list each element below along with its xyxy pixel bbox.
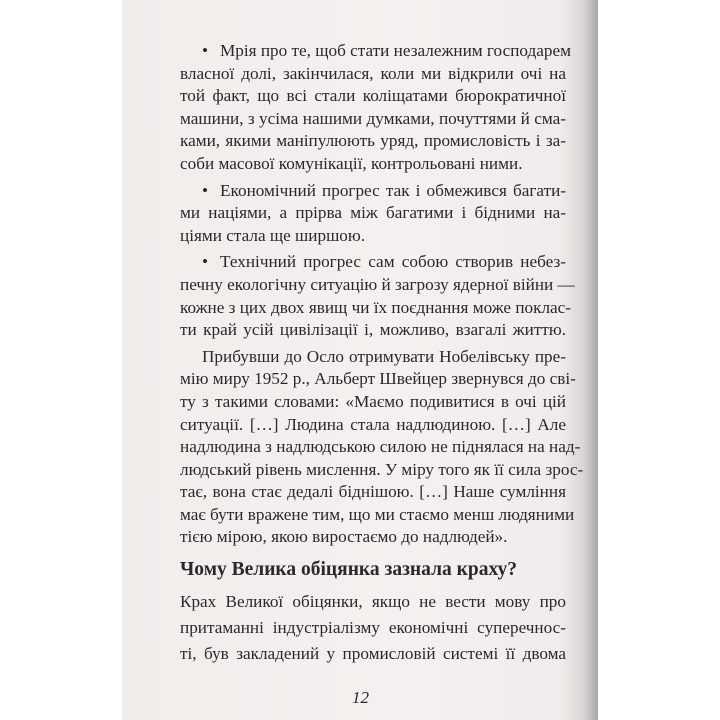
text-line xyxy=(180,40,571,63)
text-line xyxy=(180,251,566,274)
text-line: тією мірою, якою виростаємо до надлюдей». xyxy=(180,527,508,547)
text-line: власної долі, закінчилася, коли ми відкрили очі на xyxy=(180,63,566,83)
bullet-item xyxy=(180,180,566,248)
text-line: кожне з цих двох явищ чи їх поєднання може поклас- xyxy=(180,297,572,317)
text-line: ціями стала ще ширшою. xyxy=(180,225,366,245)
bullet-icon: • xyxy=(202,252,209,272)
text-line: ті, був закладений у промисловій системі її двома xyxy=(180,644,566,664)
text-line: Прибувши до Осло отримувати Нобелівську пре- xyxy=(202,346,566,366)
text-line: той факт, що всі стали коліщатами бюрократичної xyxy=(180,86,566,106)
text-line: має бути вражене тим, що ми стаємо менш людяними xyxy=(180,504,575,524)
text-line: соби масової комунікації, контрольовані ними. xyxy=(180,153,523,173)
text-line: ти край усій цивілізації і, можливо, взагалі життю. xyxy=(180,320,566,340)
text-line: людський рівень мислення. У міру того як її сила зрос- xyxy=(180,459,584,479)
bullet-item xyxy=(180,251,575,341)
line-text: Мрія про те, щоб стати незалежним господарем xyxy=(220,41,571,60)
text-line: печну екологічну ситуацію й загрозу ядерної війни — xyxy=(180,274,575,294)
page-text xyxy=(180,40,584,671)
text-line: мію миру 1952 р., Альберт Швейцер звернувся до сві- xyxy=(180,369,576,389)
bullet-icon: • xyxy=(202,41,209,60)
bullet-icon: • xyxy=(202,180,209,200)
text-line: ми націями, а прірва між багатими і бідними на- xyxy=(180,203,566,223)
text-line: ситуації. […] Людина стала надлюдиною. […] Але xyxy=(180,414,566,434)
text-line: ту з такими словами: «Маємо подивитися в очі цій xyxy=(180,391,566,411)
bullet-item xyxy=(180,40,571,176)
page-number: 12 xyxy=(352,688,369,707)
line-text: Економічний прогрес так і обмежився багати- xyxy=(220,180,566,200)
text-line: Крах Великої обіцянки, якщо не вести мову про xyxy=(180,592,566,612)
closing-paragraph xyxy=(180,589,566,667)
line-text: Технічний прогрес сам собою створив небез- xyxy=(220,252,566,272)
text-line: тає, вона стає дедалі біднішою. […] Наше сумління xyxy=(180,482,566,502)
text-line: машини, з усіма нашими думками, почуттями й сма- xyxy=(180,108,566,128)
text-line: надлюдина з надлюдською силою не піднялася на над- xyxy=(180,437,581,457)
quote-paragraph xyxy=(180,346,584,549)
text-line: ками, якими маніпулюють уряд, промисловість і за- xyxy=(180,131,566,151)
text-line: притаманні індустріалізму економічні суперечнос- xyxy=(180,618,566,638)
text-line xyxy=(180,180,566,203)
section-heading: Чому Велика обіцянка зазнала краху? xyxy=(180,559,517,581)
